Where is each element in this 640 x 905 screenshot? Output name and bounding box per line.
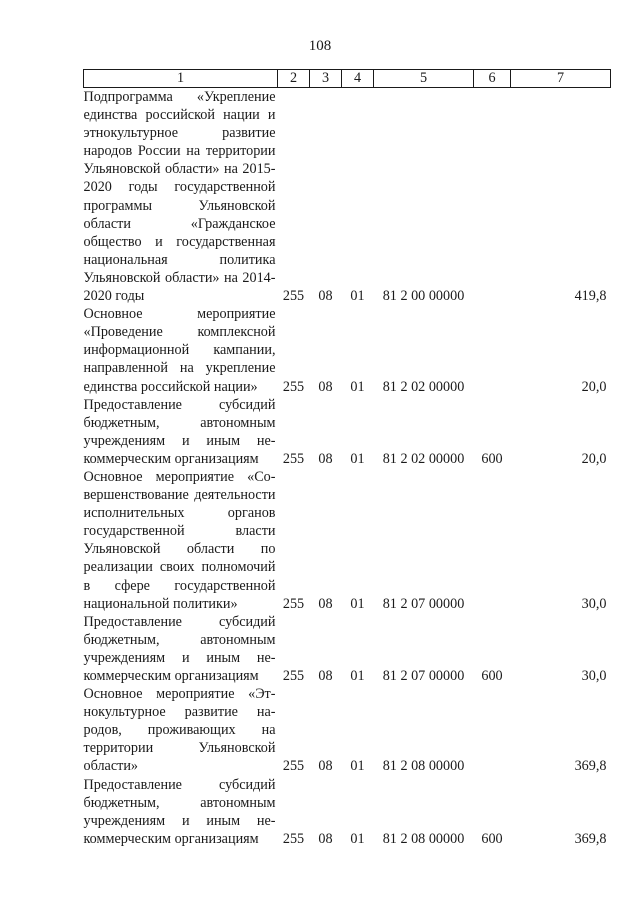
row-code-3: 08	[318, 288, 333, 305]
table-row	[84, 305, 611, 395]
row-code-3: 08	[318, 378, 333, 395]
row-code-6	[474, 685, 511, 775]
row-code-4: 01	[350, 668, 365, 684]
row-code-2: 255	[282, 830, 305, 847]
row-code-2: 255	[282, 378, 305, 395]
row-name: Подпрограмма «Укрепление единства российской нации и этнокультурное развитие народов России на территории Ульяновской области» на 2015-2020 годы государственной программы Ульяновской области «Гражданское общество и государственная национальная политика Ульяновской области» на 2014-2020 годы	[83, 89, 276, 305]
page-number: 108	[308, 38, 332, 54]
row-amount: 30,0	[581, 668, 607, 684]
row-name: Предоставление субсидий бюджетным, автономным учреждениям и иным некоммерческим организациям	[83, 613, 276, 684]
row-code-5: 81 2 02 00000	[382, 450, 465, 467]
column-header-2: 2	[278, 70, 310, 88]
column-header-5: 5	[374, 70, 474, 88]
row-code-4: 01	[350, 288, 365, 305]
row-amount: 20,0	[581, 378, 607, 395]
budget-table	[83, 69, 611, 848]
row-code-2: 255	[282, 758, 305, 775]
row-code-5: 81 2 07 00000	[382, 668, 465, 684]
row-code-3: 08	[318, 595, 333, 612]
row-code-6: 600	[481, 450, 503, 467]
row-name: Основное мероприятие «Проведение комплексной информационной кампании, направленной на укрепление единства российской нации»	[83, 306, 276, 395]
table-row	[84, 613, 611, 685]
row-code-6: 600	[481, 830, 503, 847]
row-code-4: 01	[350, 830, 365, 847]
row-code-3: 08	[318, 450, 333, 467]
column-header-6: 6	[474, 70, 511, 88]
row-code-2: 255	[282, 288, 305, 305]
row-code-6	[474, 468, 511, 613]
row-code-4: 01	[350, 758, 365, 775]
row-code-3: 08	[318, 758, 333, 775]
row-code-6: 600	[481, 668, 503, 684]
row-code-4: 01	[350, 378, 365, 395]
row-code-2: 255	[282, 668, 305, 684]
row-code-3: 08	[318, 830, 333, 847]
row-amount: 30,0	[581, 595, 607, 612]
row-code-6	[474, 88, 511, 306]
row-code-5: 81 2 07 00000	[382, 595, 465, 612]
column-header-7: 7	[511, 70, 611, 88]
row-code-5: 81 2 00 00000	[382, 288, 465, 305]
column-header-1: 1	[84, 70, 278, 88]
row-name: Предоставление субсидий бюджетным, автономным учреждениям и иным некоммерческим организациям	[83, 396, 276, 467]
table-header	[84, 70, 611, 88]
table-row	[84, 776, 611, 848]
column-header-3: 3	[310, 70, 342, 88]
row-code-5: 81 2 02 00000	[382, 378, 465, 395]
row-code-5: 81 2 08 00000	[382, 758, 465, 775]
row-name: Основное мероприятие «Совершенствование деятельности исполнительных органов государственной власти Ульяновской области по реализации своих полномочий в сфере государственной национальной политики»	[83, 468, 276, 612]
row-amount: 369,8	[574, 830, 607, 847]
table-row	[84, 88, 611, 306]
row-code-3: 08	[318, 668, 333, 684]
row-name: Основное мероприятие «Этнокультурное развитие народов, проживающих на территории Ульяновской области»	[83, 686, 276, 775]
table-row	[84, 685, 611, 775]
row-name: Предоставление субсидий бюджетным, автономным учреждениям и иным некоммерческим организациям	[83, 776, 276, 847]
row-code-4: 01	[350, 450, 365, 467]
row-amount: 419,8	[574, 288, 607, 305]
row-code-6	[474, 305, 511, 395]
table-row	[84, 396, 611, 468]
row-code-5: 81 2 08 00000	[382, 830, 465, 847]
column-header-4: 4	[342, 70, 374, 88]
row-amount: 20,0	[581, 450, 607, 467]
row-code-2: 255	[282, 450, 305, 467]
row-amount: 369,8	[574, 758, 607, 775]
row-code-2: 255	[282, 595, 305, 612]
table-row	[84, 468, 611, 613]
row-code-4: 01	[350, 595, 365, 612]
